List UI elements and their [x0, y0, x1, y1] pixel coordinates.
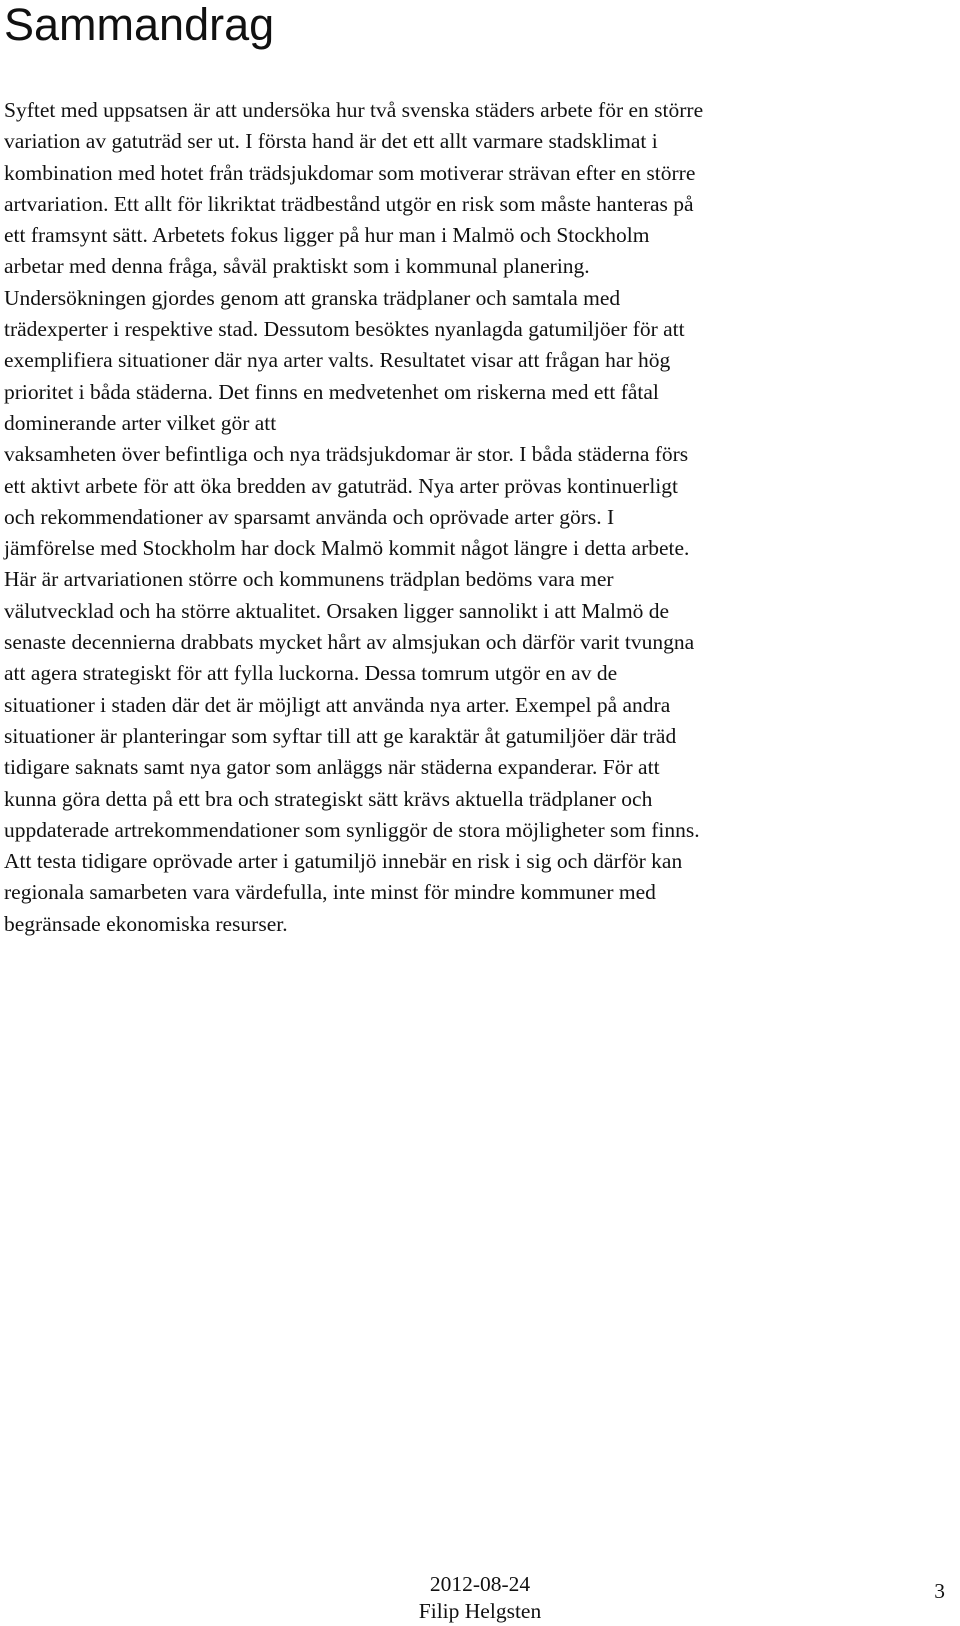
text-line: ett framsynt sätt. Arbetets fokus ligger på hur man i Malmö och Stockholm	[4, 223, 650, 248]
text-line: prioritet i båda städerna. Det finns en medvetenhet om riskerna med ett fåtal	[4, 379, 659, 404]
text-line: ett aktivt arbete för att öka bredden av gatuträd. Nya arter prövas kontinuerligt	[4, 473, 679, 498]
text-line: exemplifiera situationer där nya arter valts. Resultatet visar att frågan har hög	[4, 348, 671, 373]
text-line: kombination med hotet från trädsjukdomar som motiverar strävan efter en större	[4, 160, 696, 185]
text-line: Här är artvariationen större och kommunens trädplan bedöms vara mer	[4, 567, 614, 592]
text-line: jämförelse med Stockholm har dock Malmö kommit något längre i detta arbete.	[4, 536, 690, 561]
summary-paragraph	[4, 95, 934, 940]
text-line: begränsade ekonomiska resurser.	[4, 911, 288, 936]
footer-date: 2012-08-24	[429, 1572, 531, 1596]
text-line: trädexperter i respektive stad. Dessutom besöktes nyanlagda gatumiljöer för att	[4, 317, 685, 342]
text-line: arbetar med denna fråga, såväl praktiskt som i kommunal planering.	[4, 254, 590, 279]
text-line: vaksamheten över befintliga och nya trädsjukdomar är stor. I båda städerna förs	[4, 442, 689, 467]
text-line: Syftet med uppsatsen är att undersöka hur två svenska städers arbete för en större	[4, 98, 704, 122]
text-line: regionala samarbeten vara värdefulla, inte minst för mindre kommuner med	[4, 880, 656, 905]
text-line: artvariation. Ett allt för likriktat trädbestånd utgör en risk som måste hanteras på	[4, 191, 694, 216]
footer-author: Filip Helgsten	[418, 1599, 542, 1623]
text-line: Att testa tidigare oprövade arter i gatumiljö innebär en risk i sig och därför kan	[4, 849, 683, 874]
page-title: Sammandrag	[4, 0, 275, 50]
text-line: och rekommendationer av sparsamt använda och oprövade arter görs. I	[4, 504, 615, 529]
text-line: uppdaterade artrekommendationer som synliggör de stora möjligheter som finns.	[4, 817, 700, 842]
text-line: Undersökningen gjordes genom att granska trädplaner och samtala med	[4, 285, 621, 310]
text-line: välutvecklad och ha större aktualitet. Orsaken ligger sannolikt i att Malmö de	[4, 598, 670, 623]
text-line: att agera strategiskt för att fylla luckorna. Dessa tomrum utgör en av de	[4, 661, 618, 686]
text-line: variation av gatuträd ser ut. I första hand är det ett allt varmare stadsklimat i	[4, 129, 658, 154]
text-line: dominerande arter vilket gör att	[4, 410, 277, 435]
text-line: situationer i staden där det är möjligt att använda nya arter. Exempel på andra	[4, 692, 671, 717]
text-line: tidigare saknats samt nya gator som anläggs när städerna expanderar. För att	[4, 755, 660, 780]
page-footer	[0, 1571, 960, 1625]
text-line: kunna göra detta på ett bra och strategiskt sätt krävs aktuella trädplaner och	[4, 786, 653, 811]
text-line: senaste decennierna drabbats mycket hårt av almsjukan och därför varit tvungna	[4, 630, 695, 655]
page-number: 3	[934, 1579, 945, 1603]
text-line: situationer är planteringar som syftar till att ge karaktär åt gatumiljöer där träd	[4, 723, 677, 748]
